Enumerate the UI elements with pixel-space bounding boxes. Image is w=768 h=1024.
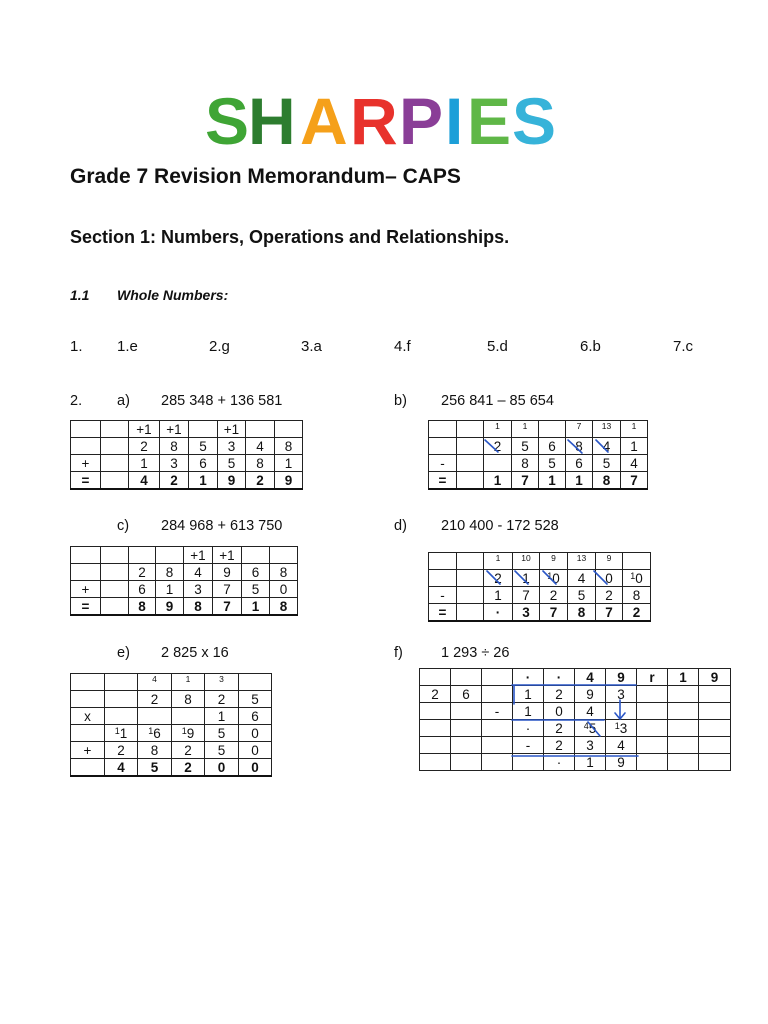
table-cell (457, 472, 484, 490)
table-cell (513, 754, 544, 771)
table-cell: $^1$0 (623, 570, 651, 587)
table-cell: 5 (205, 742, 239, 759)
answer-4: 4.f (394, 338, 411, 355)
table-cell: · (544, 669, 575, 686)
logo-letter: S (512, 84, 557, 154)
table-cell (101, 421, 129, 438)
table-row (71, 691, 272, 708)
table-row (71, 759, 272, 777)
table-cell: 1 (275, 455, 303, 472)
table-cell: = (429, 604, 457, 622)
table-cell (105, 674, 138, 691)
table-cell: 1 (512, 421, 539, 438)
table-cell: 2 (544, 720, 575, 737)
table-cell (246, 421, 275, 438)
working-table-a (70, 420, 303, 490)
question-1-number: 1. (70, 338, 83, 355)
table-cell: 8 (270, 598, 298, 616)
table-cell (539, 421, 566, 438)
table-cell: + (71, 455, 101, 472)
table-cell: 1 (484, 553, 513, 570)
table-cell: 3 (218, 438, 246, 455)
table-cell: - (513, 737, 544, 754)
table-cell (457, 421, 484, 438)
table-cell: 4 (568, 570, 596, 587)
table-row (71, 725, 272, 742)
table-cell: r (637, 669, 668, 686)
problem-b-label: b) (394, 393, 407, 409)
table-cell (101, 564, 129, 581)
table-cell (71, 759, 105, 777)
logo-letter: A (300, 84, 348, 154)
table-cell: 2 (138, 691, 172, 708)
table-cell: 2 (544, 686, 575, 703)
logo-letter: S (205, 84, 250, 154)
table-cell: 1 (513, 570, 540, 587)
table-cell (623, 553, 651, 570)
table-cell: 6 (242, 564, 270, 581)
table-cell: 7 (566, 421, 593, 438)
table-cell: 1 (513, 703, 544, 720)
table-cell (101, 455, 129, 472)
table-cell: 7 (540, 604, 568, 622)
table-row (420, 686, 731, 703)
table-cell (699, 754, 731, 771)
table-row (420, 737, 731, 754)
table-cell: 6 (129, 581, 156, 598)
table-cell (101, 547, 129, 564)
table-cell (668, 737, 699, 754)
table-cell: 1 (621, 438, 648, 455)
working-table-f (419, 668, 731, 771)
table-cell (420, 669, 451, 686)
table-cell: 9 (540, 553, 568, 570)
table-cell: 2 (205, 691, 239, 708)
table-cell: 3 (575, 737, 606, 754)
table-cell (172, 708, 205, 725)
logo-letter: R (350, 84, 398, 154)
table-cell: 7 (213, 581, 242, 598)
table-cell: +1 (218, 421, 246, 438)
table-cell: 0 (596, 570, 623, 587)
table-cell (129, 547, 156, 564)
table-cell (101, 472, 129, 490)
table-cell: 2 (540, 587, 568, 604)
table-cell: x (71, 708, 105, 725)
table-cell: $^1$9 (172, 725, 205, 742)
table-cell: 1 (484, 472, 512, 490)
table-cell (242, 547, 270, 564)
table-cell: 6 (451, 686, 482, 703)
table-cell: + (71, 581, 101, 598)
table-cell: 13 (593, 421, 621, 438)
table-cell (457, 570, 484, 587)
table-cell: 1 (172, 674, 205, 691)
table-row (71, 421, 303, 438)
table-cell: 8 (129, 598, 156, 616)
table-cell: - (429, 455, 457, 472)
table-cell: 3 (205, 674, 239, 691)
table-row (71, 455, 303, 472)
table-cell (71, 725, 105, 742)
problem-f-expression: 1 293 ÷ 26 (441, 645, 510, 661)
table-cell (484, 455, 512, 472)
table-cell (482, 737, 513, 754)
table-row (71, 742, 272, 759)
table-cell: 3 (184, 581, 213, 598)
table-row (429, 438, 648, 455)
table-cell: 2 (623, 604, 651, 622)
table-cell: +1 (213, 547, 242, 564)
table-cell: 1 (484, 587, 513, 604)
table-cell (457, 438, 484, 455)
table-cell: 2 (596, 587, 623, 604)
table-cell: 4 (575, 669, 606, 686)
table-cell (668, 686, 699, 703)
table-cell: 5 (568, 587, 596, 604)
table-cell: +1 (160, 421, 189, 438)
table-cell: · (513, 720, 544, 737)
table-cell: 9 (596, 553, 623, 570)
table-cell: $^1$1 (105, 725, 138, 742)
table-row (71, 472, 303, 490)
table-cell: 1 (621, 421, 648, 438)
table-cell: 8 (160, 438, 189, 455)
logo-letter: I (445, 84, 464, 154)
table-cell (668, 720, 699, 737)
table-cell: 4 (105, 759, 138, 777)
table-cell: 2 (484, 438, 512, 455)
table-cell: 5 (242, 581, 270, 598)
table-cell (270, 547, 298, 564)
working-table-e (70, 673, 272, 777)
table-cell: 5 (189, 438, 218, 455)
table-row (429, 421, 648, 438)
table-row (429, 553, 651, 570)
working-table-c (70, 546, 298, 616)
table-cell (699, 720, 731, 737)
table-cell (457, 604, 484, 622)
table-cell: 8 (184, 598, 213, 616)
table-cell: 4 (138, 674, 172, 691)
table-cell (105, 691, 138, 708)
table-cell (105, 708, 138, 725)
table-row (429, 604, 651, 622)
table-cell: 8 (138, 742, 172, 759)
table-cell (138, 708, 172, 725)
table-cell: $^1$3 (606, 720, 637, 737)
table-cell (482, 720, 513, 737)
table-cell: 9 (218, 472, 246, 490)
answer-1: 1.e (117, 338, 138, 355)
table-cell: 9 (213, 564, 242, 581)
table-row (71, 564, 298, 581)
table-cell: + (71, 742, 105, 759)
table-cell (668, 754, 699, 771)
table-cell (71, 564, 101, 581)
problem-d-label: d) (394, 518, 407, 534)
table-cell (189, 421, 218, 438)
table-cell: 4 (621, 455, 648, 472)
table-cell: $^1$6 (138, 725, 172, 742)
table-cell: · (513, 669, 544, 686)
table-cell: 4 (246, 438, 275, 455)
table-cell: 5 (138, 759, 172, 777)
table-cell: = (71, 472, 101, 490)
table-cell: 4 (606, 737, 637, 754)
table-cell: 4 (184, 564, 213, 581)
table-cell: +1 (184, 547, 213, 564)
table-cell (699, 737, 731, 754)
table-cell (71, 421, 101, 438)
table-cell: 8 (623, 587, 651, 604)
table-cell: 1 (668, 669, 699, 686)
table-cell: 0 (239, 759, 272, 777)
table-cell: 2 (544, 737, 575, 754)
table-cell: 7 (596, 604, 623, 622)
table-cell: +1 (129, 421, 160, 438)
table-cell: 2 (172, 742, 205, 759)
table-cell: 2 (129, 438, 160, 455)
table-cell: 4 (129, 472, 160, 490)
table-cell (275, 421, 303, 438)
table-cell: 8 (566, 438, 593, 455)
table-cell: 9 (606, 754, 637, 771)
problem-b-expression: 256 841 – 85 654 (441, 393, 554, 409)
table-cell: 8 (568, 604, 596, 622)
table-cell: 2 (160, 472, 189, 490)
table-cell: 0 (239, 742, 272, 759)
working-table-d (428, 552, 651, 622)
table-cell: 2 (172, 759, 205, 777)
table-cell (420, 720, 451, 737)
subsection-title: Whole Numbers: (117, 287, 229, 303)
table-cell: · (544, 754, 575, 771)
table-cell (637, 720, 668, 737)
table-cell: 0 (544, 703, 575, 720)
table-cell: 1 (129, 455, 160, 472)
table-cell: 2 (420, 686, 451, 703)
table-row (71, 581, 298, 598)
table-cell (71, 547, 101, 564)
table-cell: 5 (539, 455, 566, 472)
table-cell (420, 754, 451, 771)
table-cell: 3 (606, 686, 637, 703)
table-cell: 9 (275, 472, 303, 490)
table-cell: 8 (593, 472, 621, 490)
problem-c-expression: 284 968 + 613 750 (161, 518, 283, 534)
problem-a-label: a) (117, 393, 130, 409)
problem-f-label: f) (394, 645, 403, 661)
table-cell: 1 (156, 581, 184, 598)
table-cell (699, 703, 731, 720)
table-cell: 6 (566, 455, 593, 472)
table-cell (457, 587, 484, 604)
table-cell: 0 (205, 759, 239, 777)
table-cell: - (482, 703, 513, 720)
table-cell: 1 (242, 598, 270, 616)
table-cell: 8 (246, 455, 275, 472)
table-cell: 1 (189, 472, 218, 490)
table-cell (482, 669, 513, 686)
table-row (420, 669, 731, 686)
table-cell: 1 (566, 472, 593, 490)
table-cell (457, 553, 484, 570)
table-cell (637, 703, 668, 720)
question-2-number: 2. (70, 393, 83, 409)
table-cell (429, 553, 457, 570)
table-cell (101, 438, 129, 455)
table-cell: 5 (512, 438, 539, 455)
table-cell: 5 (593, 455, 621, 472)
table-cell: 9 (606, 669, 637, 686)
table-row (71, 708, 272, 725)
table-cell: 5 (218, 455, 246, 472)
table-cell (451, 669, 482, 686)
table-cell: 8 (270, 564, 298, 581)
table-cell (457, 455, 484, 472)
table-cell: 1 (513, 686, 544, 703)
table-cell (482, 754, 513, 771)
table-row (420, 754, 731, 771)
table-cell: 1 (205, 708, 239, 725)
table-row (420, 703, 731, 720)
working-table-b (428, 420, 648, 490)
table-cell: 2 (484, 570, 513, 587)
table-cell (699, 686, 731, 703)
table-cell (451, 720, 482, 737)
answer-2: 2.g (209, 338, 230, 355)
subsection-number: 1.1 (70, 287, 90, 303)
table-cell: 3 (160, 455, 189, 472)
table-row (71, 547, 298, 564)
table-cell (637, 754, 668, 771)
table-cell (429, 421, 457, 438)
table-row (429, 570, 651, 587)
problem-c-label: c) (117, 518, 130, 534)
table-cell: 2 (105, 742, 138, 759)
table-cell (71, 674, 105, 691)
page-title: Grade 7 Revision Memorandum– CAPS (70, 165, 461, 188)
table-row (429, 587, 651, 604)
table-cell: 5 (205, 725, 239, 742)
table-cell: 9 (699, 669, 731, 686)
table-cell (451, 754, 482, 771)
table-cell (429, 438, 457, 455)
logo-letter: P (399, 84, 444, 154)
table-cell (420, 703, 451, 720)
table-cell: 13 (568, 553, 596, 570)
table-cell (451, 703, 482, 720)
problem-d-expression: 210 400 - 172 528 (441, 518, 559, 534)
table-cell: 8 (172, 691, 205, 708)
table-cell (101, 581, 129, 598)
table-cell: 4 (575, 703, 606, 720)
table-cell: - (429, 587, 457, 604)
table-cell: 9 (156, 598, 184, 616)
table-cell: 1 (484, 421, 512, 438)
table-cell: 8 (275, 438, 303, 455)
table-cell (420, 737, 451, 754)
table-cell: 0 (239, 725, 272, 742)
table-cell: 1 (575, 754, 606, 771)
logo-letter: H (248, 84, 296, 154)
table-cell (451, 737, 482, 754)
table-cell (606, 703, 637, 720)
problem-e-expression: 2 825 x 16 (161, 645, 229, 661)
table-cell: = (71, 598, 101, 616)
table-row (429, 455, 648, 472)
problem-a-expression: 285 348 + 136 581 (161, 393, 283, 409)
table-cell: $^1$0 (540, 570, 568, 587)
answer-6: 6.b (580, 338, 601, 355)
table-row (429, 472, 648, 490)
table-cell (637, 686, 668, 703)
table-cell: $^4$5 (575, 720, 606, 737)
table-cell: 8 (512, 455, 539, 472)
table-cell: 8 (156, 564, 184, 581)
table-row (71, 674, 272, 691)
table-cell: 7 (512, 472, 539, 490)
answer-3: 3.a (301, 338, 322, 355)
table-cell: = (429, 472, 457, 490)
table-cell: 2 (246, 472, 275, 490)
table-cell: 6 (539, 438, 566, 455)
section-heading: Section 1: Numbers, Operations and Relationships. (70, 227, 510, 247)
table-cell (101, 598, 129, 616)
table-cell: 7 (213, 598, 242, 616)
table-cell: 7 (513, 587, 540, 604)
logo-letter: E (467, 84, 512, 154)
table-cell (156, 547, 184, 564)
table-cell: 4 (593, 438, 621, 455)
table-cell: 7 (621, 472, 648, 490)
table-cell: · (484, 604, 513, 622)
answer-5: 5.d (487, 338, 508, 355)
answer-7: 7.c (673, 338, 694, 355)
table-cell (429, 570, 457, 587)
table-cell: 6 (239, 708, 272, 725)
table-row (420, 720, 731, 737)
table-row (71, 438, 303, 455)
problem-e-label: e) (117, 645, 130, 661)
table-cell: 9 (575, 686, 606, 703)
table-cell: 1 (539, 472, 566, 490)
table-cell: 3 (513, 604, 540, 622)
table-cell: 6 (189, 455, 218, 472)
table-cell (239, 674, 272, 691)
table-cell (71, 691, 105, 708)
table-cell: 10 (513, 553, 540, 570)
table-cell (482, 686, 513, 703)
table-cell: 0 (270, 581, 298, 598)
table-cell (668, 703, 699, 720)
table-row (71, 598, 298, 616)
table-cell (71, 438, 101, 455)
table-cell: 5 (239, 691, 272, 708)
table-cell (637, 737, 668, 754)
table-cell: 2 (129, 564, 156, 581)
sharpies-logo (205, 84, 565, 154)
